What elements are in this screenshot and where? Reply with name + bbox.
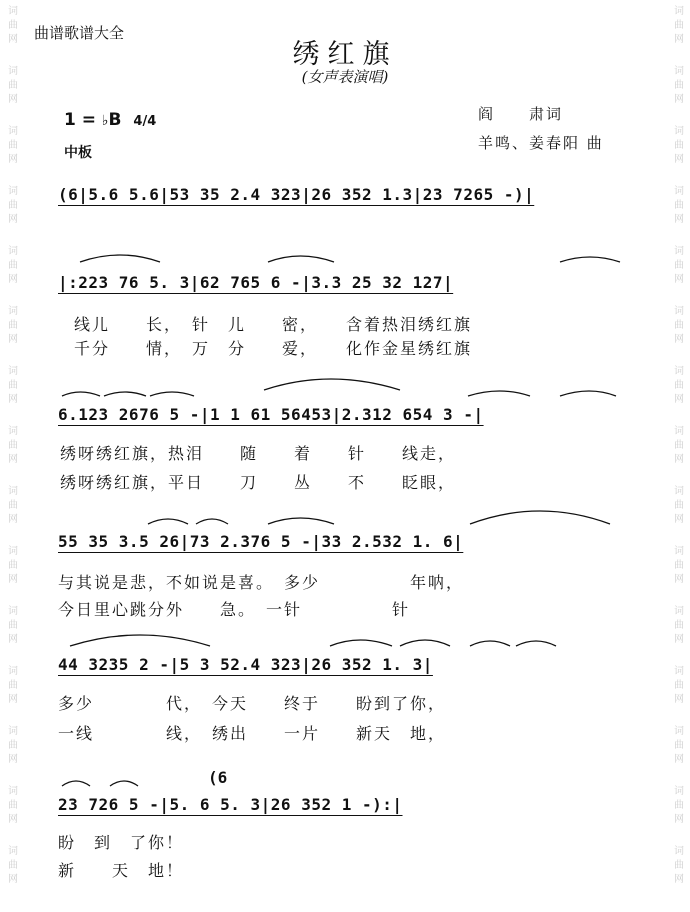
watermark-char: 曲 (674, 440, 684, 451)
cue-note: (6 (208, 768, 228, 787)
watermark-char: 词 (8, 786, 18, 797)
watermark-char: 曲 (674, 560, 684, 571)
watermark-char: 词 (674, 306, 684, 317)
lyric-line-2-verse-1: 线儿 长， 针 儿 密， 含着热泪绣红旗 (74, 315, 473, 334)
watermark-char: 词 (674, 66, 684, 77)
lyric-line-6-verse-1: 盼 到 了你！ (58, 833, 185, 852)
watermark-char: 词 (674, 486, 684, 497)
watermark-char: 网 (8, 274, 18, 285)
time-signature: 4/4 (133, 114, 157, 129)
watermark-char: 曲 (674, 800, 684, 811)
watermark-char: 网 (674, 94, 684, 105)
watermark-char: 网 (674, 214, 684, 225)
watermark-char: 曲 (674, 260, 684, 271)
watermark-char: 网 (674, 814, 684, 825)
watermark-char: 网 (674, 154, 684, 165)
watermark-char: 曲 (674, 80, 684, 91)
watermark-char: 词 (8, 246, 18, 257)
watermark-char: 曲 (674, 500, 684, 511)
watermark-char: 曲 (674, 320, 684, 331)
watermark-char: 词 (8, 666, 18, 677)
lyric-line-3-verse-2: 绣呀绣红旗，平日 刀 丛 不 眨眼， (60, 473, 457, 492)
watermark-char: 网 (8, 874, 18, 885)
watermark-char: 网 (8, 154, 18, 165)
watermark-char: 网 (674, 34, 684, 45)
watermark-char: 曲 (8, 80, 18, 91)
watermark-char: 曲 (674, 740, 684, 751)
watermark-char: 词 (8, 546, 18, 557)
notation-line-3: 6.123 2676 5 -|1 1 61 56453|2.312 654 3 -| (58, 405, 484, 424)
composer-credit: 羊鸣、姜春阳 曲 (478, 134, 604, 152)
watermark-char: 词 (8, 66, 18, 77)
watermark-char: 网 (674, 334, 684, 345)
watermark-char: 网 (8, 214, 18, 225)
watermark-char: 曲 (8, 560, 18, 571)
watermark-char: 网 (674, 514, 684, 525)
watermark-char: 曲 (8, 380, 18, 391)
lyric-line-5-verse-1: 多少 代， 今天 终于 盼到了你， (58, 694, 447, 713)
watermark-char: 词 (8, 126, 18, 137)
flat-symbol: ♭ (101, 113, 109, 129)
watermark-char: 词 (8, 726, 18, 737)
watermark-char: 网 (8, 574, 18, 585)
watermark-char: 曲 (8, 500, 18, 511)
notation-line-2: |:223 76 5. 3|62 765 6 -|3.3 25 32 127| (58, 273, 454, 292)
lyric-line-5-verse-2: 一线 线， 绣出 一片 新天 地， (58, 724, 447, 743)
watermark-char: 网 (8, 814, 18, 825)
watermark-char: 曲 (8, 260, 18, 271)
watermark-char: 曲 (8, 800, 18, 811)
watermark-char: 曲 (8, 740, 18, 751)
lyricist-credit: 阎 肃词 (478, 105, 564, 123)
watermark-char: 曲 (8, 440, 18, 451)
lyric-line-3-verse-1: 绣呀绣红旗，热泪 随 着 针 线走， (60, 444, 457, 463)
watermark-char: 曲 (8, 140, 18, 151)
key-note: B (108, 110, 122, 130)
notation-line-5: 44 3235 2 -|5 3 52.4 323|26 352 1. 3| (58, 655, 433, 674)
watermark-char: 曲 (674, 620, 684, 631)
watermark-char: 词 (8, 606, 18, 617)
watermark-char: 词 (8, 426, 18, 437)
watermark-char: 网 (674, 874, 684, 885)
lyric-line-2-verse-2: 千分 情， 万 分 爱， 化作金星绣红旗 (74, 339, 473, 358)
watermark-char: 词 (674, 426, 684, 437)
watermark-char: 词 (8, 846, 18, 857)
watermark-char: 曲 (674, 140, 684, 151)
watermark-char: 网 (674, 274, 684, 285)
watermark-char: 网 (674, 454, 684, 465)
watermark-char: 词 (674, 366, 684, 377)
watermark-char: 词 (674, 606, 684, 617)
watermark-char: 曲 (8, 620, 18, 631)
watermark-char: 曲 (8, 860, 18, 871)
watermark-char: 网 (8, 94, 18, 105)
watermark-char: 网 (674, 754, 684, 765)
watermark-char: 网 (8, 694, 18, 705)
watermark-char: 曲 (674, 860, 684, 871)
watermark-char: 词 (674, 726, 684, 737)
watermark-char: 词 (674, 246, 684, 257)
song-subtitle: (女声表演唱) (301, 68, 389, 86)
watermark-char: 词 (8, 306, 18, 317)
watermark-char: 词 (8, 486, 18, 497)
notation-line-6: 23 726 5 -|5. 6 5. 3|26 352 1 -):| (58, 795, 403, 814)
watermark-char: 曲 (674, 20, 684, 31)
watermark-char: 曲 (674, 200, 684, 211)
watermark-char: 曲 (8, 20, 18, 31)
watermark-char: 词 (674, 666, 684, 677)
watermark-char: 网 (8, 34, 18, 45)
watermark-char: 网 (8, 514, 18, 525)
notation-line-4: 55 35 3.5 26|73 2.376 5 -|33 2.532 1. 6| (58, 532, 464, 551)
watermark-char: 网 (8, 754, 18, 765)
song-title: 绣红旗 (292, 39, 398, 70)
watermark-char: 词 (674, 6, 684, 17)
watermark-char: 网 (8, 394, 18, 405)
watermark-char: 词 (674, 846, 684, 857)
tempo-marking: 中板 (64, 145, 92, 161)
watermark-char: 网 (674, 634, 684, 645)
lyric-line-4-verse-1: 与其说是悲，不如说是喜。 多少 年呐， (58, 573, 465, 592)
watermark-char: 网 (8, 634, 18, 645)
watermark-char: 词 (8, 366, 18, 377)
watermark-char: 词 (674, 546, 684, 557)
watermark-char: 曲 (8, 320, 18, 331)
watermark-char: 词 (674, 126, 684, 137)
watermark-char: 曲 (8, 200, 18, 211)
watermark-char: 词 (674, 786, 684, 797)
watermark-char: 词 (8, 6, 18, 17)
watermark-char: 曲 (674, 380, 684, 391)
lyric-line-6-verse-2: 新 天 地！ (58, 861, 185, 880)
watermark-char: 词 (674, 186, 684, 197)
watermark-char: 曲 (8, 680, 18, 691)
key-prefix: 1 = (64, 110, 102, 130)
watermark-char: 网 (674, 574, 684, 585)
watermark-char: 网 (674, 694, 684, 705)
site-label: 曲谱歌谱大全 (34, 24, 125, 42)
lyric-line-4-verse-2: 今日里心跳分外 急。 一针 针 (58, 600, 411, 619)
watermark-char: 网 (674, 394, 684, 405)
notation-line-1: (6|5.6 5.6|53 35 2.4 323|26 352 1.3|23 7265 -)| (58, 185, 535, 204)
watermark-char: 网 (8, 334, 18, 345)
watermark-char: 曲 (674, 680, 684, 691)
watermark-char: 词 (8, 186, 18, 197)
watermark-char: 网 (8, 454, 18, 465)
